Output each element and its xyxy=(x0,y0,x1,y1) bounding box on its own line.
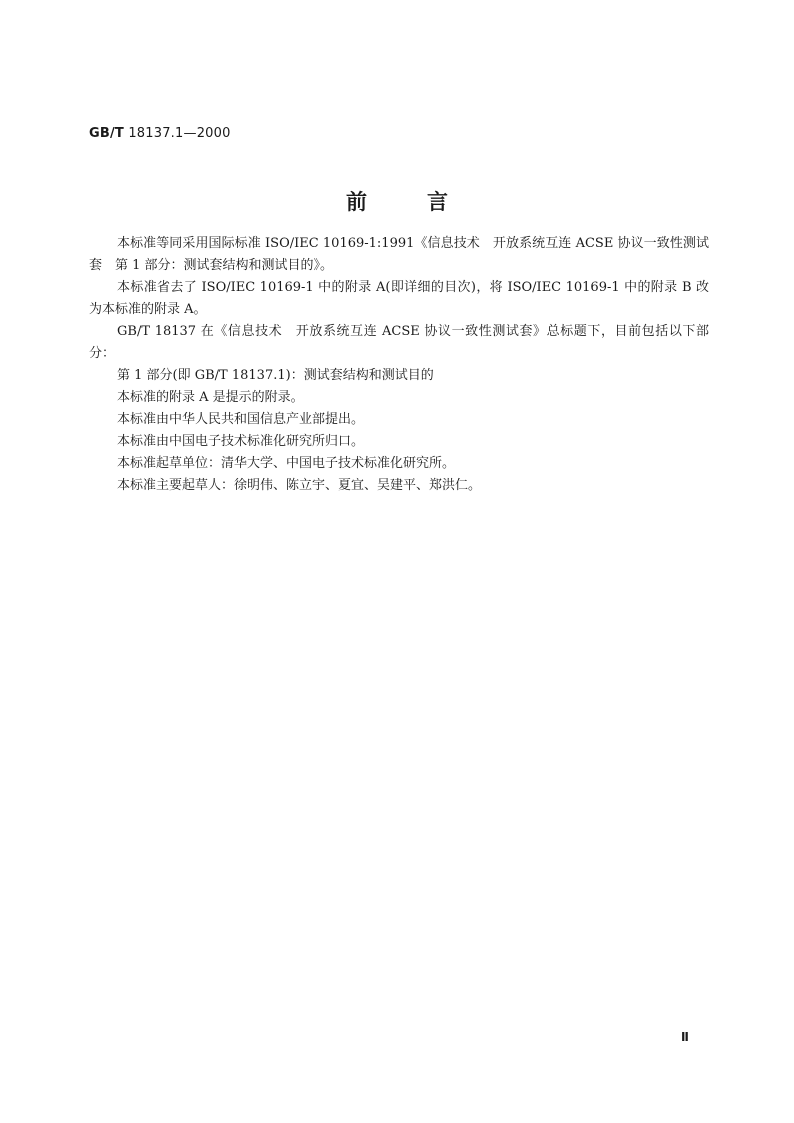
paragraph: 本标准等同采用国际标准 ISO/IEC 10169-1:1991《信息技术 开放系统互连 ACSE 协议一致性测试套 第 1 部分：测试套结构和测试目的》。 xyxy=(89,236,709,273)
standard-code-number: 18137.1—2000 xyxy=(124,126,231,141)
foreword-body xyxy=(89,233,709,497)
paragraph: 本标准省去了 ISO/IEC 10169-1 中的附录 A(即详细的目次)，将 ISO/IEC 10169-1 中的附录 B 改为本标准的附录 A。 xyxy=(89,280,709,317)
paragraph: 本标准起草单位：清华大学、中国电子技术标准化研究所。 xyxy=(117,456,456,471)
standard-code xyxy=(89,126,231,141)
standard-code-prefix: GB/T xyxy=(89,126,124,141)
paragraph: 本标准由中国电子技术标准化研究所归口。 xyxy=(117,434,365,449)
paragraph: 本标准的附录 A 是提示的附录。 xyxy=(117,390,304,405)
paragraph: 本标准由中华人民共和国信息产业部提出。 xyxy=(117,412,365,427)
paragraph: 本标准主要起草人：徐明伟、陈立宇、夏宜、吴建平、郑洪仁。 xyxy=(117,478,482,493)
page-number: Ⅱ xyxy=(681,1030,689,1044)
paragraph: GB/T 18137 在《信息技术 开放系统互连 ACSE 协议一致性测试套》总标题下，目前包括以下部分： xyxy=(89,324,709,361)
paragraph: 第 1 部分(即 GB/T 18137.1)：测试套结构和测试目的 xyxy=(117,368,434,383)
page-title: 前言 xyxy=(346,190,508,214)
